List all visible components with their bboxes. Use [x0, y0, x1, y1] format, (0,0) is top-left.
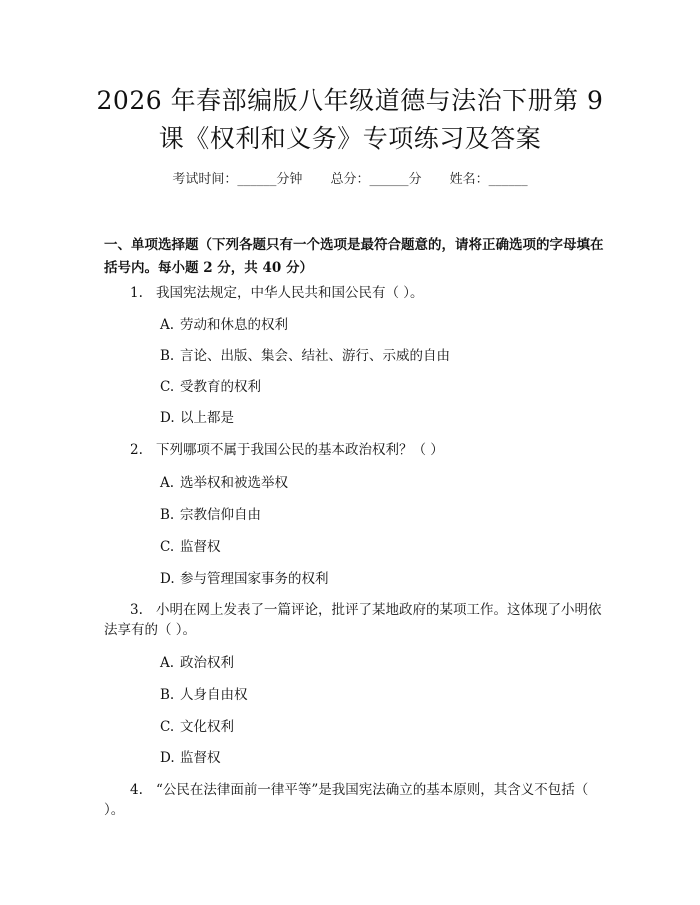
option-text: 监督权 — [180, 750, 221, 766]
option-letter: D. — [160, 571, 175, 587]
question-number: 4. — [130, 782, 143, 798]
option-letter: A. — [160, 655, 175, 671]
option-1c — [160, 377, 261, 397]
question-3 — [104, 600, 608, 640]
question-2 — [104, 440, 608, 460]
option-1b — [160, 346, 450, 366]
option-letter: B. — [160, 507, 175, 523]
question-number: 1. — [130, 285, 143, 301]
option-letter: D. — [160, 750, 175, 766]
question-stem: 下列哪项不属于我国公民的基本政治权利？（ ） — [156, 442, 444, 458]
option-text: 言论、出版、集会、结社、游行、示威的自由 — [180, 348, 450, 364]
question-number: 2. — [130, 442, 143, 458]
document-title — [60, 82, 640, 158]
option-3a — [160, 653, 234, 673]
option-letter: A. — [160, 317, 175, 333]
option-letter: C. — [160, 719, 175, 735]
question-number: 3. — [130, 602, 143, 618]
option-text: 参与管理国家事务的权利 — [180, 571, 329, 587]
question-1 — [104, 283, 608, 303]
title-line-1: 2026 年春部编版八年级道德与法治下册第 9 — [96, 86, 604, 115]
option-letter: B. — [160, 348, 175, 364]
option-3b — [160, 685, 248, 705]
option-text: 监督权 — [180, 539, 221, 555]
section-heading: 一、单项选择题（下列各题只有一个选项是最符合题意的，请将正确选项的字母填在括号内。每小题 2 分，共 40 分） — [104, 237, 604, 276]
question-stem: “公民在法律面前一律平等”是我国宪法确立的基本原则，其含义不包括（ ）。 — [104, 782, 589, 818]
option-text: 受教育的权利 — [180, 379, 261, 395]
exam-time-field: 考试时间：______分钟 — [172, 172, 303, 187]
option-2b — [160, 505, 261, 525]
option-2c — [160, 537, 221, 557]
option-2a — [160, 473, 288, 493]
option-3c — [160, 717, 234, 737]
total-score-field: 总分：______分 — [330, 172, 422, 187]
question-stem: 我国宪法规定，中华人民共和国公民有（ ）。 — [156, 285, 424, 301]
question-stem: 小明在网上发表了一篇评论，批评了某地政府的某项工作。这体现了小明依法享有的（ ）。 — [104, 602, 602, 638]
question-4 — [104, 780, 608, 820]
option-letter: D. — [160, 410, 175, 426]
option-1d — [160, 408, 234, 428]
option-text: 人身自由权 — [180, 687, 248, 703]
option-letter: C. — [160, 539, 175, 555]
option-text: 以上都是 — [180, 410, 234, 426]
option-text: 宗教信仰自由 — [180, 507, 261, 523]
exam-info — [0, 168, 700, 187]
option-1a — [160, 315, 288, 335]
option-3d — [160, 748, 221, 768]
option-text: 文化权利 — [180, 719, 234, 735]
option-letter: C. — [160, 379, 175, 395]
option-letter: B. — [160, 687, 175, 703]
option-2d — [160, 569, 329, 589]
option-text: 劳动和休息的权利 — [180, 317, 288, 333]
option-text: 政治权利 — [180, 655, 234, 671]
title-line-2: 课《权利和义务》专项练习及答案 — [158, 124, 542, 153]
option-text: 选举权和被选举权 — [180, 475, 288, 491]
name-field: 姓名：______ — [449, 172, 528, 187]
option-letter: A. — [160, 475, 175, 491]
